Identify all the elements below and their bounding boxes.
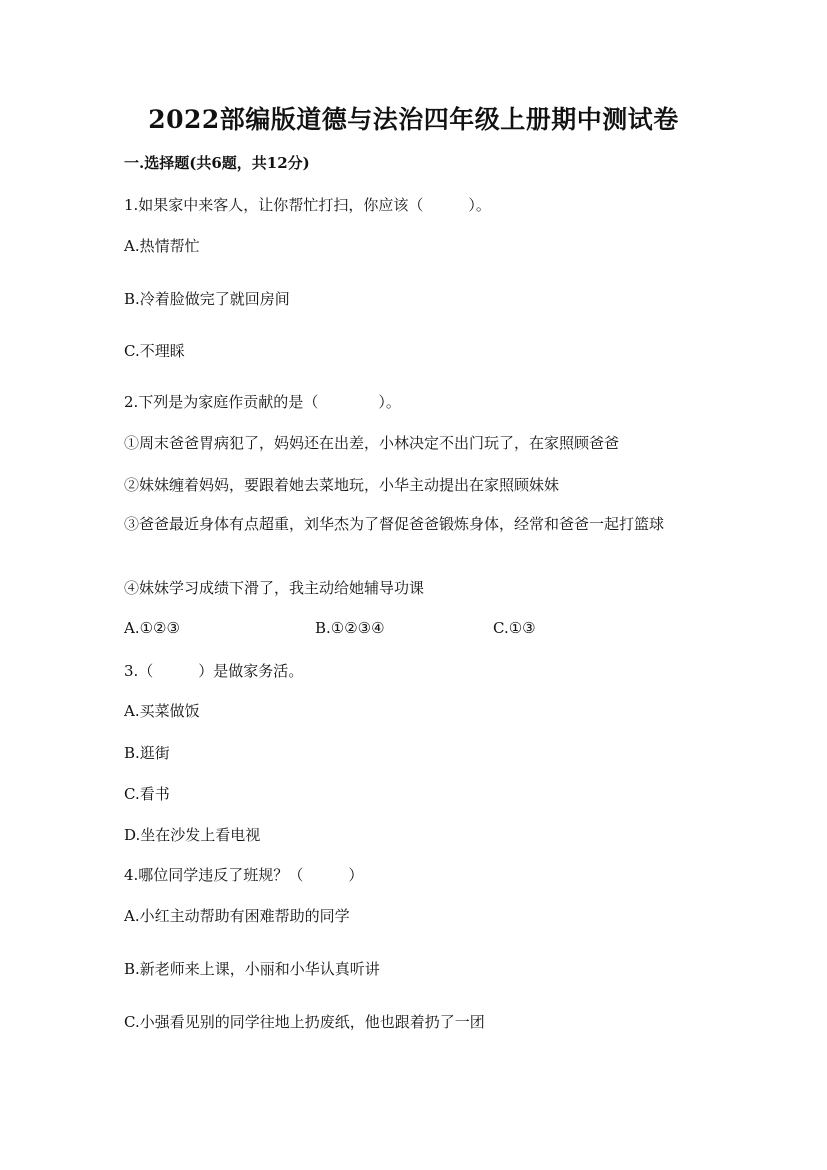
question-2-item-3: ③爸爸最近身体有点超重，刘华杰为了督促爸爸锻炼身体，经常和爸爸一起打篮球 [124, 515, 665, 533]
question-1-option-c: C.不理睬 [124, 342, 185, 360]
question-2-stem: 2.下列是为家庭作贡献的是（ ）。 [124, 393, 401, 411]
question-3-stem: 3.（ ）是做家务活。 [124, 662, 304, 680]
question-4-option-b: B.新老师来上课，小丽和小华认真听讲 [124, 960, 380, 978]
question-4-option-a: A.小红主动帮助有困难帮助的同学 [124, 907, 350, 925]
question-1-option-b: B.冷着脸做完了就回房间 [124, 290, 290, 308]
question-1-stem: 1.如果家中来客人，让你帮忙打扫，你应该（ ）。 [124, 196, 491, 214]
question-2-item-4: ④妹妹学习成绩下滑了，我主动给她辅导功课 [124, 579, 425, 597]
question-2-item-2: ②妹妹缠着妈妈，要跟着她去菜地玩，小华主动提出在家照顾妹妹 [124, 476, 560, 494]
question-3-option-d: D.坐在沙发上看电视 [124, 826, 261, 844]
section-heading: 一.选择题(共6题，共12分) [124, 154, 310, 172]
question-2-option-c: C.①③ [493, 619, 536, 637]
question-2-option-a: A.①②③ [124, 619, 180, 637]
question-3-option-a: A.买菜做饭 [124, 702, 200, 720]
question-1-option-a: A.热情帮忙 [124, 237, 200, 255]
question-2-option-b: B.①②③④ [315, 619, 385, 637]
question-3-option-c: C.看书 [124, 785, 170, 803]
question-2-item-1: ①周末爸爸胃病犯了，妈妈还在出差，小林决定不出门玩了，在家照顾爸爸 [124, 434, 620, 452]
question-4-option-c: C.小强看见别的同学往地上扔废纸，他也跟着扔了一团 [124, 1013, 485, 1031]
question-3-option-b: B.逛街 [124, 744, 170, 762]
question-4-stem: 4.哪位同学违反了班规？（ ） [124, 866, 364, 884]
page-title: 2022部编版道德与法治四年级上册期中测试卷 [148, 105, 679, 134]
